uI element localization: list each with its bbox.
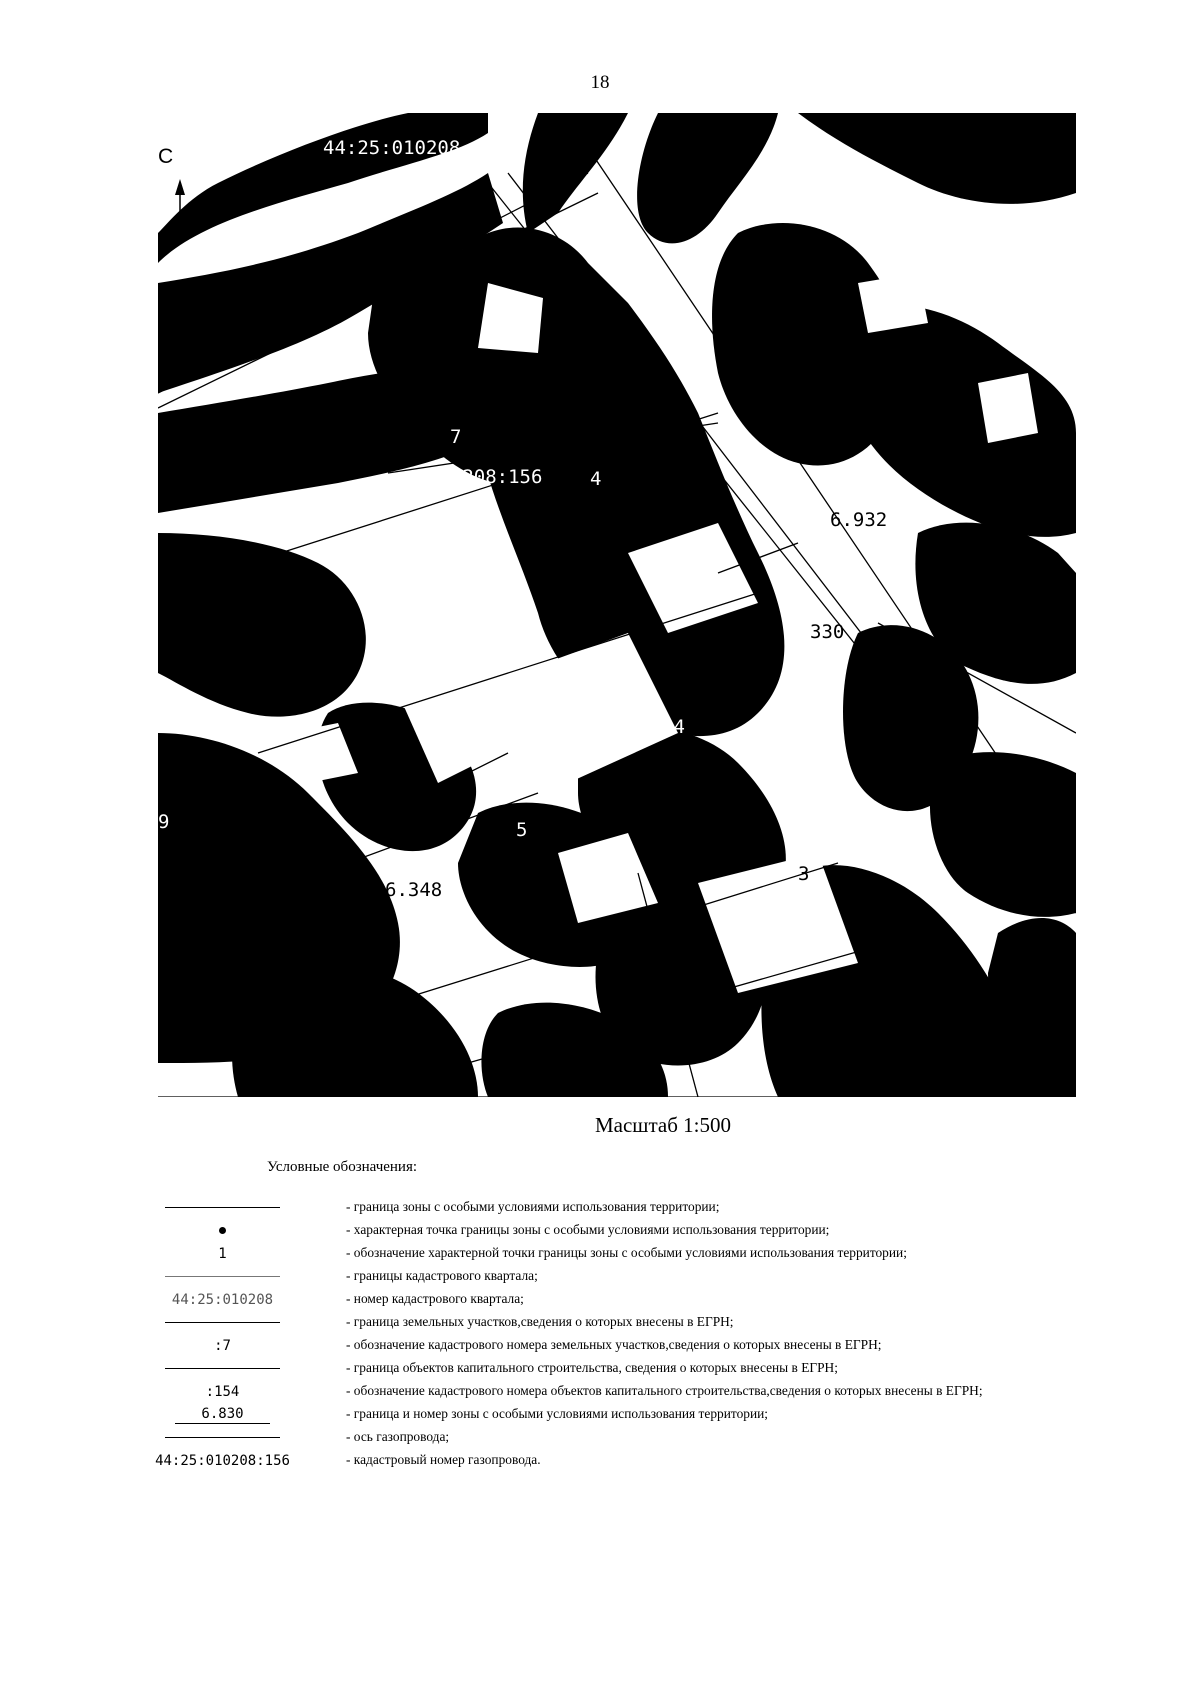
legend-item-quarter-boundary [150,1265,1080,1288]
legend-description: - обозначение характерной точки границы зоны с особыми условиями использования территории; [346,1245,907,1260]
legend-item-oks-boundary [150,1357,1080,1380]
line-symbol [165,1322,280,1323]
legend-item-pipeline-axis [150,1426,1080,1449]
legend-item-parcel-boundary [150,1311,1080,1334]
legend-symbol [150,1403,295,1426]
parcel-label-7: 7 [450,426,462,448]
legend-item-zone-point [150,1219,1080,1242]
legend-description: - границы кадастрового квартала; [346,1268,538,1283]
map-image [158,113,1076,1097]
legend-item-quarter-number [150,1288,1080,1311]
orthophoto-dark-areas [158,113,1076,1097]
legend-symbol [150,1311,295,1334]
legend-symbol [150,1196,295,1219]
legend-description: - характерная точка границы зоны с особыми условиями использования территории; [346,1222,830,1237]
legend-description: - граница объектов капитального строительства, сведения о которых внесены в ЕГРН; [346,1360,838,1375]
legend-symbol: :7 [214,1337,231,1354]
legend-item-zone-number [150,1403,1080,1426]
zone-label-330: 330 [810,621,845,643]
line-symbol [165,1437,280,1438]
legend-symbol: 44:25:010208:156 [155,1452,290,1469]
legend-symbol: 44:25:010208 [171,1291,274,1308]
legend-item-parcel-number [150,1334,1080,1357]
legend-symbol: 1 [218,1245,227,1262]
pipeline-cadastral-label: 010208:156 [428,466,543,488]
legend-description: - ось газопровода; [346,1429,450,1444]
legend-description: - кадастровый номер газопровода. [346,1452,541,1467]
legend-symbol [150,1357,295,1380]
legend-symbol: :154 [205,1383,240,1400]
zone-label-6348: 6.348 [385,879,443,901]
cadastral-map [158,113,1076,1097]
parcel-label-3: 3 [798,863,810,885]
legend-description: - номер кадастрового квартала; [346,1291,524,1306]
oks-label-14: 14 [662,716,685,738]
line-symbol [165,1207,280,1208]
edge-label-9: 9 [158,811,170,833]
zone-label-6932: 6.932 [830,509,888,531]
underlined-zone-number: 6.830 [175,1406,269,1424]
line-symbol [165,1368,280,1369]
legend-description: - обозначение кадастрового номера объектов капитального строительства,сведения о которых внесены в ЕГРН; [346,1383,983,1398]
point-dot-icon [219,1227,226,1234]
legend-symbol [150,1265,295,1288]
legend-description: - граница и номер зоны с особыми условиями использования территории; [346,1406,769,1421]
page-number: 18 [590,72,610,93]
north-letter: С [158,145,174,168]
point-label-n77: н77 [528,162,554,178]
parcel-label-5: 5 [516,819,528,841]
quarter-number-label: 44:25:010208 [323,137,461,159]
legend-description: - граница земельных участков,сведения о которых внесены в ЕГРН; [346,1314,734,1329]
legend-item-pipeline-cadastral [150,1449,1080,1472]
legend-symbol [150,1426,295,1449]
legend-description: - граница зоны с особыми условиями использования территории; [346,1199,720,1214]
legend [150,1196,1080,1472]
grey-line-symbol [165,1276,280,1277]
legend-title: Условные обозначения: [267,1159,418,1175]
legend-item-zone-boundary [150,1196,1080,1219]
legend-description: - обозначение кадастрового номера земельных участков,сведения о которых внесены в ЕГРН; [346,1337,882,1352]
legend-item-zone-point-label [150,1242,1080,1265]
legend-symbol [150,1219,295,1242]
map-scale: Масштаб 1:500 [594,1113,731,1137]
legend-item-oks-number [150,1380,1080,1403]
pipeline-number-4: 4 [590,468,602,490]
parcel-label-6: 6 [528,316,540,338]
